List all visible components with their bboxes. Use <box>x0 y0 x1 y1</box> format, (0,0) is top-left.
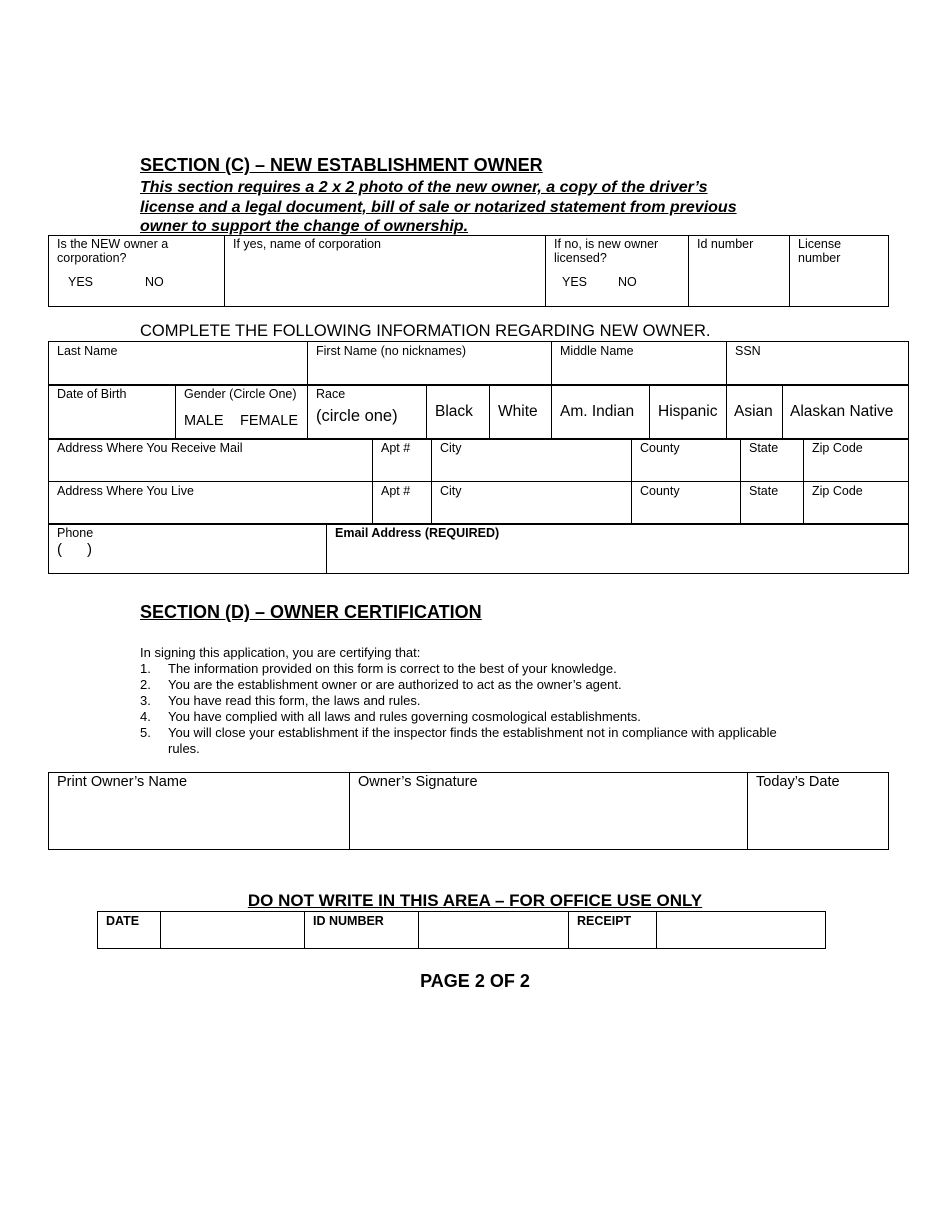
phone-parens: ( ) <box>57 541 92 558</box>
race-option-am-indian[interactable] <box>552 385 650 440</box>
email-label: Email Address (REQUIRED) <box>335 526 500 540</box>
live-zip-label: Zip Code <box>812 484 863 498</box>
owner-signature-field[interactable] <box>350 773 748 850</box>
office-id-number-label-cell <box>305 912 419 949</box>
certification-item <box>140 725 780 757</box>
mail-city-label: City <box>440 441 462 455</box>
certification-block <box>140 645 780 757</box>
phone-label: Phone <box>57 526 94 540</box>
section-c-note-line-3: owner to support the change of ownership. <box>140 218 469 235</box>
corporation-name-field[interactable] <box>225 236 546 307</box>
race-option-black-label: Black <box>435 403 473 420</box>
live-apt-field[interactable] <box>373 482 432 525</box>
mail-county-label: County <box>640 441 680 455</box>
race-option-am-indian-label: Am. Indian <box>560 403 635 420</box>
licensed-yes-option[interactable]: YES <box>562 275 588 289</box>
middle-name-field[interactable] <box>552 342 727 386</box>
page-number: PAGE 2 OF 2 <box>420 971 530 991</box>
licensed-no-option[interactable]: NO <box>618 275 637 289</box>
print-owner-name-label: Print Owner’s Name <box>57 774 188 790</box>
email-field[interactable] <box>327 524 909 574</box>
section-c-note-line-2: license and a legal document, bill of sale or notarized statement from previous <box>140 198 737 216</box>
live-address-row <box>49 482 909 525</box>
race-field <box>308 385 427 440</box>
office-use-table <box>97 911 826 949</box>
live-city-field[interactable] <box>432 482 632 525</box>
section-c-note-line-1: This section requires a 2 x 2 photo of the new owner, a copy of the driver’s <box>140 179 708 196</box>
live-zip-field[interactable] <box>804 482 909 525</box>
office-id-number-label: ID NUMBER <box>313 914 384 928</box>
corporation-question: Is the NEW owner a corporation? <box>57 237 169 265</box>
corporation-question-cell[interactable] <box>49 236 225 307</box>
ssn-label: SSN <box>735 344 761 358</box>
section-c-note <box>140 178 840 237</box>
office-date-label: DATE <box>106 914 140 928</box>
mail-address-label: Address Where You Receive Mail <box>57 441 243 455</box>
mail-zip-label: Zip Code <box>812 441 863 455</box>
live-city-label: City <box>440 484 462 498</box>
license-number-field[interactable] <box>790 236 889 307</box>
race-label: Race <box>316 387 346 401</box>
race-option-black[interactable] <box>427 385 490 440</box>
mail-state-field[interactable] <box>741 439 804 482</box>
id-number-field[interactable] <box>689 236 790 307</box>
office-use-title-wrap <box>0 891 950 911</box>
certification-item-number: 5. <box>140 725 151 740</box>
race-option-asian-label: Asian <box>734 403 773 420</box>
office-id-number-value <box>419 912 569 949</box>
owner-info-heading: COMPLETE THE FOLLOWING INFORMATION REGARDING NEW OWNER. <box>140 322 711 340</box>
todays-date-label: Today’s Date <box>756 774 840 790</box>
race-option-white[interactable] <box>490 385 552 440</box>
mail-address-field[interactable] <box>49 439 373 482</box>
certification-intro: In signing this application, you are certifying that: <box>140 645 421 660</box>
certification-item-number: 3. <box>140 693 151 708</box>
gender-field <box>176 385 308 440</box>
corporation-name-label: If yes, name of corporation <box>233 237 381 251</box>
mail-state-label: State <box>749 441 779 455</box>
race-hint: (circle one) <box>316 407 398 425</box>
certification-item-number: 1. <box>140 661 151 676</box>
office-date-value <box>161 912 305 949</box>
licensed-question: If no, is new owner licensed? <box>554 237 659 265</box>
license-number-label: License number <box>798 237 842 265</box>
office-receipt-value <box>657 912 826 949</box>
todays-date-field[interactable] <box>748 773 889 850</box>
certification-item-text: You have complied with all laws and rules governing cosmological establishments. <box>168 709 641 724</box>
mail-zip-field[interactable] <box>804 439 909 482</box>
certification-item-text: The information provided on this form is correct to the best of your knowledge. <box>168 661 617 676</box>
mail-address-row <box>49 439 909 482</box>
race-option-asian[interactable] <box>727 385 783 440</box>
first-name-label: First Name (no nicknames) <box>316 344 467 358</box>
race-option-alaskan-native[interactable] <box>783 385 909 440</box>
certification-item-number: 4. <box>140 709 151 724</box>
certification-item-text: You are the establishment owner or are authorized to act as the owner’s agent. <box>168 677 622 692</box>
middle-name-label: Middle Name <box>560 344 634 358</box>
corporation-no-option[interactable]: NO <box>145 275 164 289</box>
gender-female-option[interactable]: FEMALE <box>240 413 299 429</box>
live-county-label: County <box>640 484 680 498</box>
date-of-birth-field[interactable] <box>49 385 176 440</box>
certification-item <box>140 709 780 725</box>
race-option-hispanic[interactable] <box>650 385 727 440</box>
corporation-table <box>48 235 889 307</box>
live-state-field[interactable] <box>741 482 804 525</box>
mail-apt-label: Apt # <box>381 441 411 455</box>
phone-field[interactable] <box>49 524 327 574</box>
date-of-birth-label: Date of Birth <box>57 387 127 401</box>
address-table <box>48 438 909 525</box>
last-name-label: Last Name <box>57 344 118 358</box>
office-date-label-cell <box>98 912 161 949</box>
licensed-question-cell[interactable] <box>546 236 689 307</box>
live-county-field[interactable] <box>632 482 741 525</box>
office-receipt-label-cell <box>569 912 657 949</box>
office-receipt-label: RECEIPT <box>577 914 632 928</box>
signature-table <box>48 772 889 850</box>
first-name-field[interactable] <box>308 342 552 386</box>
mail-county-field[interactable] <box>632 439 741 482</box>
certification-item <box>140 693 780 709</box>
live-apt-label: Apt # <box>381 484 411 498</box>
race-option-white-label: White <box>498 403 538 420</box>
owner-signature-label: Owner’s Signature <box>358 774 478 790</box>
mail-apt-field[interactable] <box>373 439 432 482</box>
certification-item-number: 2. <box>140 677 151 692</box>
certification-item-text: You have read this form, the laws and rules. <box>168 693 421 708</box>
print-owner-name-field[interactable] <box>49 773 350 850</box>
mail-city-field[interactable] <box>432 439 632 482</box>
gender-male-option[interactable]: MALE <box>184 413 224 429</box>
live-address-label: Address Where You Live <box>57 484 194 498</box>
section-c-title: SECTION (C) – NEW ESTABLISHMENT OWNER <box>140 155 543 175</box>
race-option-hispanic-label: Hispanic <box>658 403 718 420</box>
certification-item <box>140 677 780 693</box>
live-state-label: State <box>749 484 779 498</box>
certification-item <box>140 661 780 677</box>
corporation-yes-option[interactable]: YES <box>68 275 94 289</box>
section-d-title: SECTION (D) – OWNER CERTIFICATION <box>140 602 482 622</box>
race-option-alaskan-native-label: Alaskan Native <box>790 403 894 420</box>
certification-item-text: You will close your establishment if the inspector finds the establishment not in compliance with applicable rules. <box>168 725 777 756</box>
last-name-field[interactable] <box>49 342 308 386</box>
owner-demographics-table <box>48 384 909 440</box>
office-use-title: DO NOT WRITE IN THIS AREA – FOR OFFICE USE ONLY <box>247 891 703 910</box>
owner-name-table <box>48 341 909 386</box>
gender-label: Gender (Circle One) <box>184 387 297 401</box>
id-number-label: Id number <box>697 237 754 251</box>
live-address-field[interactable] <box>49 482 373 525</box>
contact-table <box>48 523 909 574</box>
ssn-field[interactable] <box>727 342 909 386</box>
